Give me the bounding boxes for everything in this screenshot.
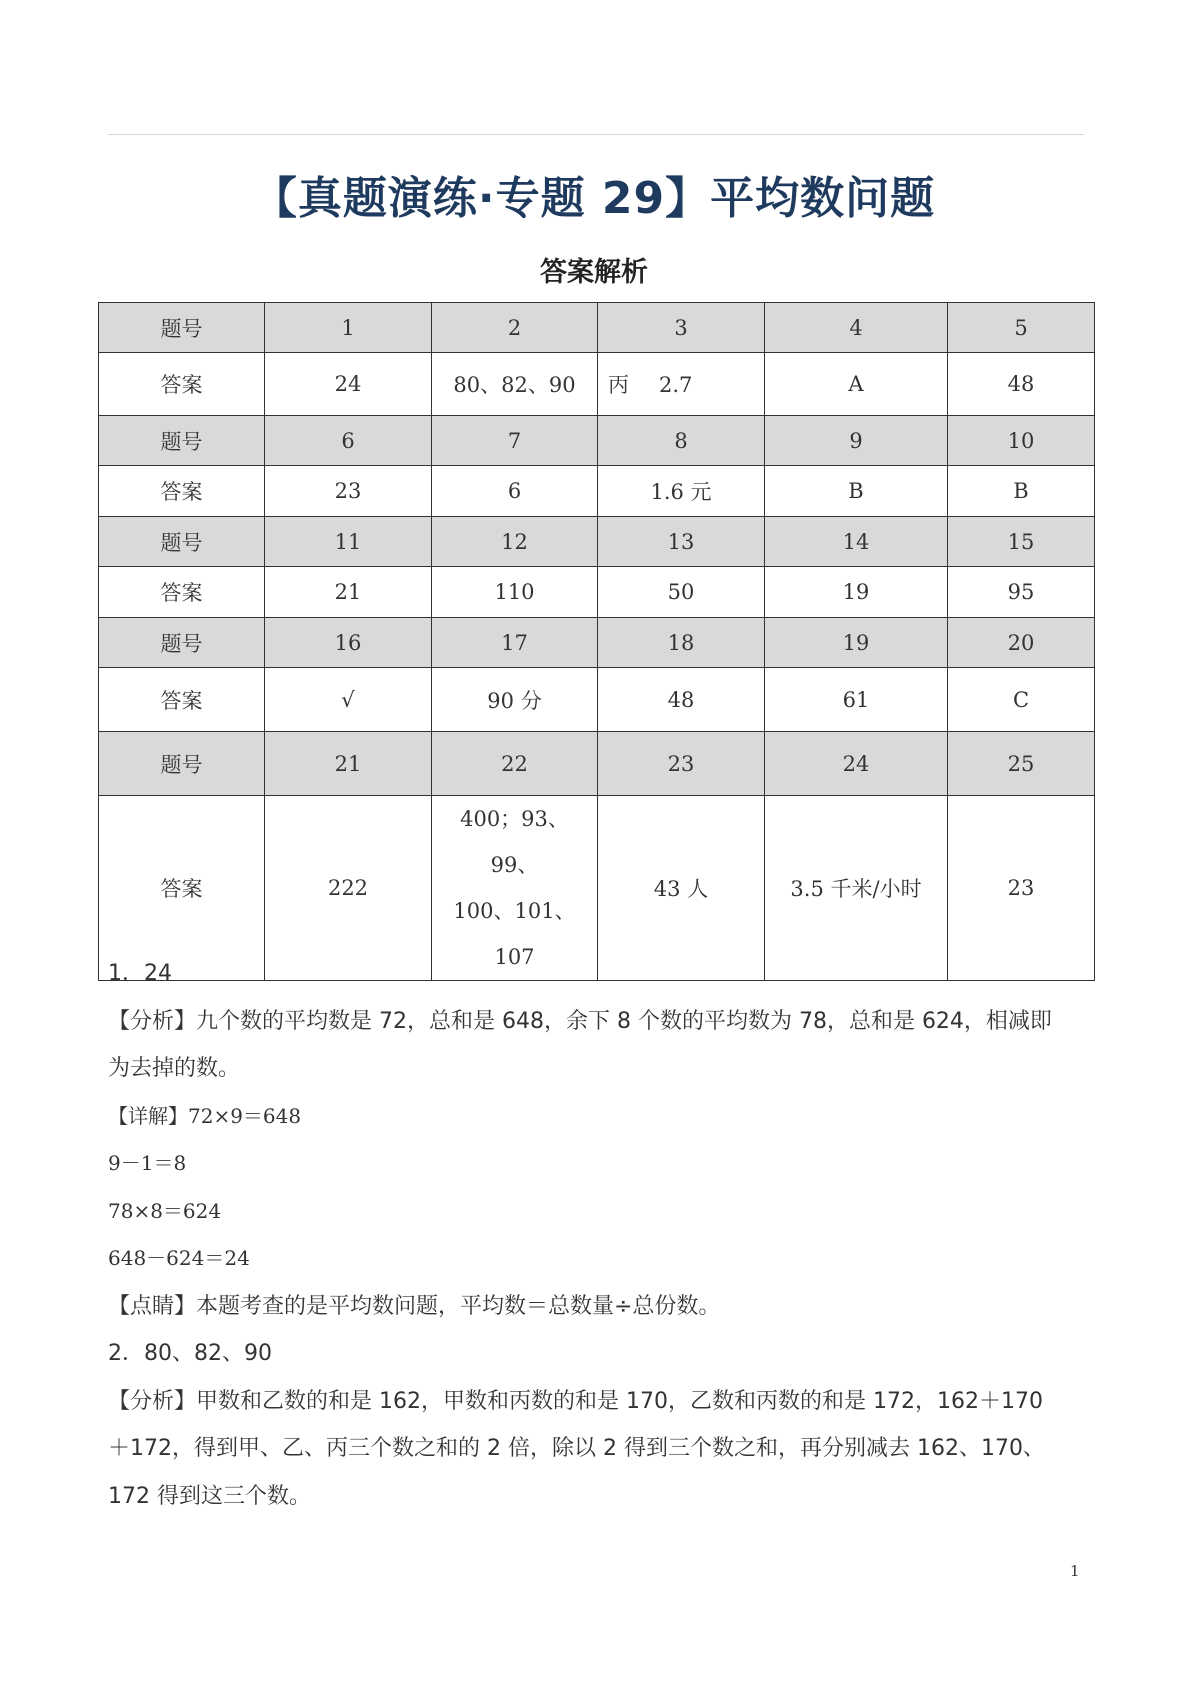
answer-cell: 6 bbox=[432, 466, 598, 517]
solution-line: 648－624＝24 bbox=[108, 1246, 250, 1270]
solution-line: 9－1＝8 bbox=[108, 1151, 187, 1175]
row-label-answer: 答案 bbox=[99, 567, 265, 618]
question-number-cell: 13 bbox=[598, 517, 765, 567]
question-number-cell: 23 bbox=[598, 732, 765, 796]
row-label-answer: 答案 bbox=[99, 796, 265, 981]
question-number-cell: 14 bbox=[765, 517, 948, 567]
solution-line: 1．24 bbox=[108, 961, 172, 986]
document-subtitle: 答案解析 bbox=[540, 257, 648, 288]
question-number-cell: 24 bbox=[765, 732, 948, 796]
answer-cell: 丙 2.7 bbox=[598, 353, 765, 416]
question-number-row bbox=[99, 732, 1095, 796]
answer-cell: 43 人 bbox=[598, 796, 765, 981]
question-number-cell: 12 bbox=[432, 517, 598, 567]
answer-cell: 50 bbox=[598, 567, 765, 618]
row-label-answer: 答案 bbox=[99, 668, 265, 732]
question-number-cell: 18 bbox=[598, 618, 765, 668]
answer-cell: 48 bbox=[948, 353, 1095, 416]
question-number-row bbox=[99, 517, 1095, 567]
answer-row bbox=[99, 567, 1095, 618]
solution-line: 【点睛】本题考查的是平均数问题，平均数＝总数量÷总份数。 bbox=[108, 1293, 721, 1319]
answer-cell: 48 bbox=[598, 668, 765, 732]
solution-line: 为去掉的数。 bbox=[108, 1056, 241, 1081]
answer-row bbox=[99, 353, 1095, 416]
row-label-answer: 答案 bbox=[99, 466, 265, 517]
answer-cell: 19 bbox=[765, 567, 948, 618]
question-number-cell: 15 bbox=[948, 517, 1095, 567]
row-label-question: 题号 bbox=[99, 618, 265, 668]
answer-cell: 3.5 千米/小时 bbox=[765, 796, 948, 981]
answer-cell: 400；93、99、 100、101、107 bbox=[432, 796, 598, 981]
answer-cell: 90 分 bbox=[432, 668, 598, 732]
solution-line: 2．80、82、90 bbox=[108, 1341, 272, 1366]
answer-cell: B bbox=[765, 466, 948, 517]
answer-cell: 95 bbox=[948, 567, 1095, 618]
question-number-cell: 20 bbox=[948, 618, 1095, 668]
page-number: 1 bbox=[1070, 1562, 1080, 1580]
question-number-cell: 3 bbox=[598, 303, 765, 353]
answer-cell: C bbox=[948, 668, 1095, 732]
answer-cell: 1.6 元 bbox=[598, 466, 765, 517]
solution-line: ＋172，得到甲、乙、丙三个数之和的 2 倍，除以 2 得到三个数之和，再分别减去 162、170、 bbox=[108, 1436, 1045, 1461]
answer-cell: 21 bbox=[265, 567, 432, 618]
row-label-question: 题号 bbox=[99, 303, 265, 353]
answer-row bbox=[99, 668, 1095, 732]
solution-line: 172 得到这三个数。 bbox=[108, 1483, 311, 1509]
question-number-row bbox=[99, 416, 1095, 466]
question-number-cell: 11 bbox=[265, 517, 432, 567]
question-number-cell: 1 bbox=[265, 303, 432, 353]
question-number-cell: 17 bbox=[432, 618, 598, 668]
answer-cell: 222 bbox=[265, 796, 432, 981]
solution-line: 78×8＝624 bbox=[108, 1198, 222, 1223]
document-title: 【真题演练·专题 29】平均数问题 bbox=[252, 173, 936, 224]
solutions-section bbox=[108, 950, 1088, 1520]
question-number-cell: 8 bbox=[598, 416, 765, 466]
question-number-cell: 16 bbox=[265, 618, 432, 668]
answer-table bbox=[98, 302, 1095, 981]
header-rule bbox=[108, 134, 1084, 135]
answer-cell: √ bbox=[265, 668, 432, 732]
question-number-cell: 5 bbox=[948, 303, 1095, 353]
question-number-cell: 9 bbox=[765, 416, 948, 466]
solution-line: 【分析】九个数的平均数是 72，总和是 648，余下 8 个数的平均数为 78，总和是 624，相减即 bbox=[108, 1008, 1052, 1034]
question-number-cell: 10 bbox=[948, 416, 1095, 466]
question-number-row bbox=[99, 618, 1095, 668]
row-label-question: 题号 bbox=[99, 732, 265, 796]
question-number-cell: 25 bbox=[948, 732, 1095, 796]
answer-row bbox=[99, 466, 1095, 517]
row-label-answer: 答案 bbox=[99, 353, 265, 416]
answer-cell: A bbox=[765, 353, 948, 416]
answer-cell: B bbox=[948, 466, 1095, 517]
answer-cell: 110 bbox=[432, 567, 598, 618]
solution-line: 【详解】72×9＝648 bbox=[108, 1103, 302, 1128]
row-label-question: 题号 bbox=[99, 517, 265, 567]
question-number-cell: 19 bbox=[765, 618, 948, 668]
question-number-cell: 7 bbox=[432, 416, 598, 466]
question-number-cell: 2 bbox=[432, 303, 598, 353]
question-number-row bbox=[99, 303, 1095, 353]
row-label-question: 题号 bbox=[99, 416, 265, 466]
question-number-cell: 21 bbox=[265, 732, 432, 796]
question-number-cell: 6 bbox=[265, 416, 432, 466]
answer-cell: 61 bbox=[765, 668, 948, 732]
answer-cell: 23 bbox=[948, 796, 1095, 981]
question-number-cell: 4 bbox=[765, 303, 948, 353]
answer-cell: 23 bbox=[265, 466, 432, 517]
answer-cell: 24 bbox=[265, 353, 432, 416]
question-number-cell: 22 bbox=[432, 732, 598, 796]
answer-cell: 80、82、90 bbox=[432, 353, 598, 416]
solution-line: 【分析】甲数和乙数的和是 162，甲数和丙数的和是 170，乙数和丙数的和是 172，162＋170 bbox=[108, 1388, 1043, 1414]
